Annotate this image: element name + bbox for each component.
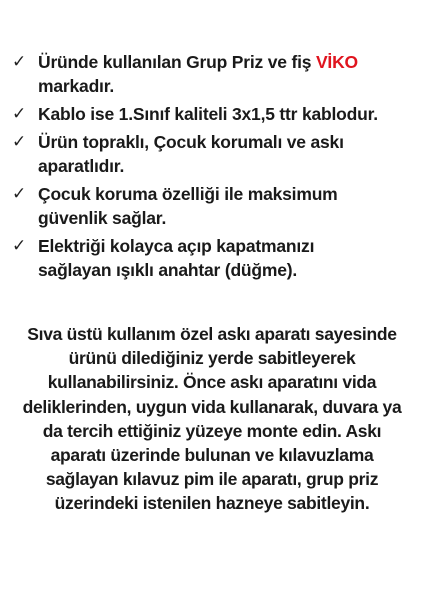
feature-item-child-safety (10, 182, 420, 230)
feature-list (10, 50, 420, 286)
feature-text: güvenlik sağlar. (38, 208, 167, 228)
description-line: deliklerinden, uygun vida kullanarak, duvara ya (22, 396, 402, 417)
feature-item-switch (10, 234, 420, 282)
mounting-description (4, 322, 420, 516)
feature-text: Üründe kullanılan Grup Priz ve fiş (38, 52, 316, 72)
check-icon: ✓ (12, 184, 27, 203)
check-icon: ✓ (12, 52, 27, 71)
description-line: kullanabilirsiniz. Önce askı aparatını vida (47, 372, 377, 393)
feature-text: Çocuk koruma özelliği ile maksimum (38, 184, 338, 204)
check-icon: ✓ (12, 132, 27, 151)
feature-item-cable (10, 102, 420, 126)
feature-text: sağlayan ışıklı anahtar (düğme). (38, 260, 298, 280)
feature-text: Kablo ise 1.Sınıf kaliteli 3x1,5 ttr kablodur. (38, 104, 378, 124)
brand-name: VİKO (315, 52, 358, 72)
check-icon: ✓ (12, 104, 27, 123)
check-icon: ✓ (12, 236, 27, 255)
description-line: aparatı üzerinde bulunan ve kılavuzlama (50, 445, 374, 466)
description-line: ürünü dilediğiniz yerde sabitleyerek (68, 348, 356, 369)
feature-text: Ürün topraklı, Çocuk korumalı ve askı (38, 132, 344, 152)
feature-text: markadır. (38, 76, 115, 96)
feature-text: Elektriği kolayca açıp kapatmanızı (38, 236, 315, 256)
feature-item-grounding (10, 130, 420, 178)
description-line: sağlayan kılavuz pim ile aparatı, grup priz (45, 469, 379, 490)
feature-text: aparatlıdır. (38, 156, 125, 176)
description-line: da tercih ettiğiniz yüzeye monte edin. Askı (42, 420, 382, 441)
description-line: Sıva üstü kullanım özel askı aparatı sayesinde (27, 324, 397, 344)
feature-item-brand (10, 50, 420, 98)
description-line: üzerindeki istenilen hazneye sabitleyin. (54, 493, 370, 514)
